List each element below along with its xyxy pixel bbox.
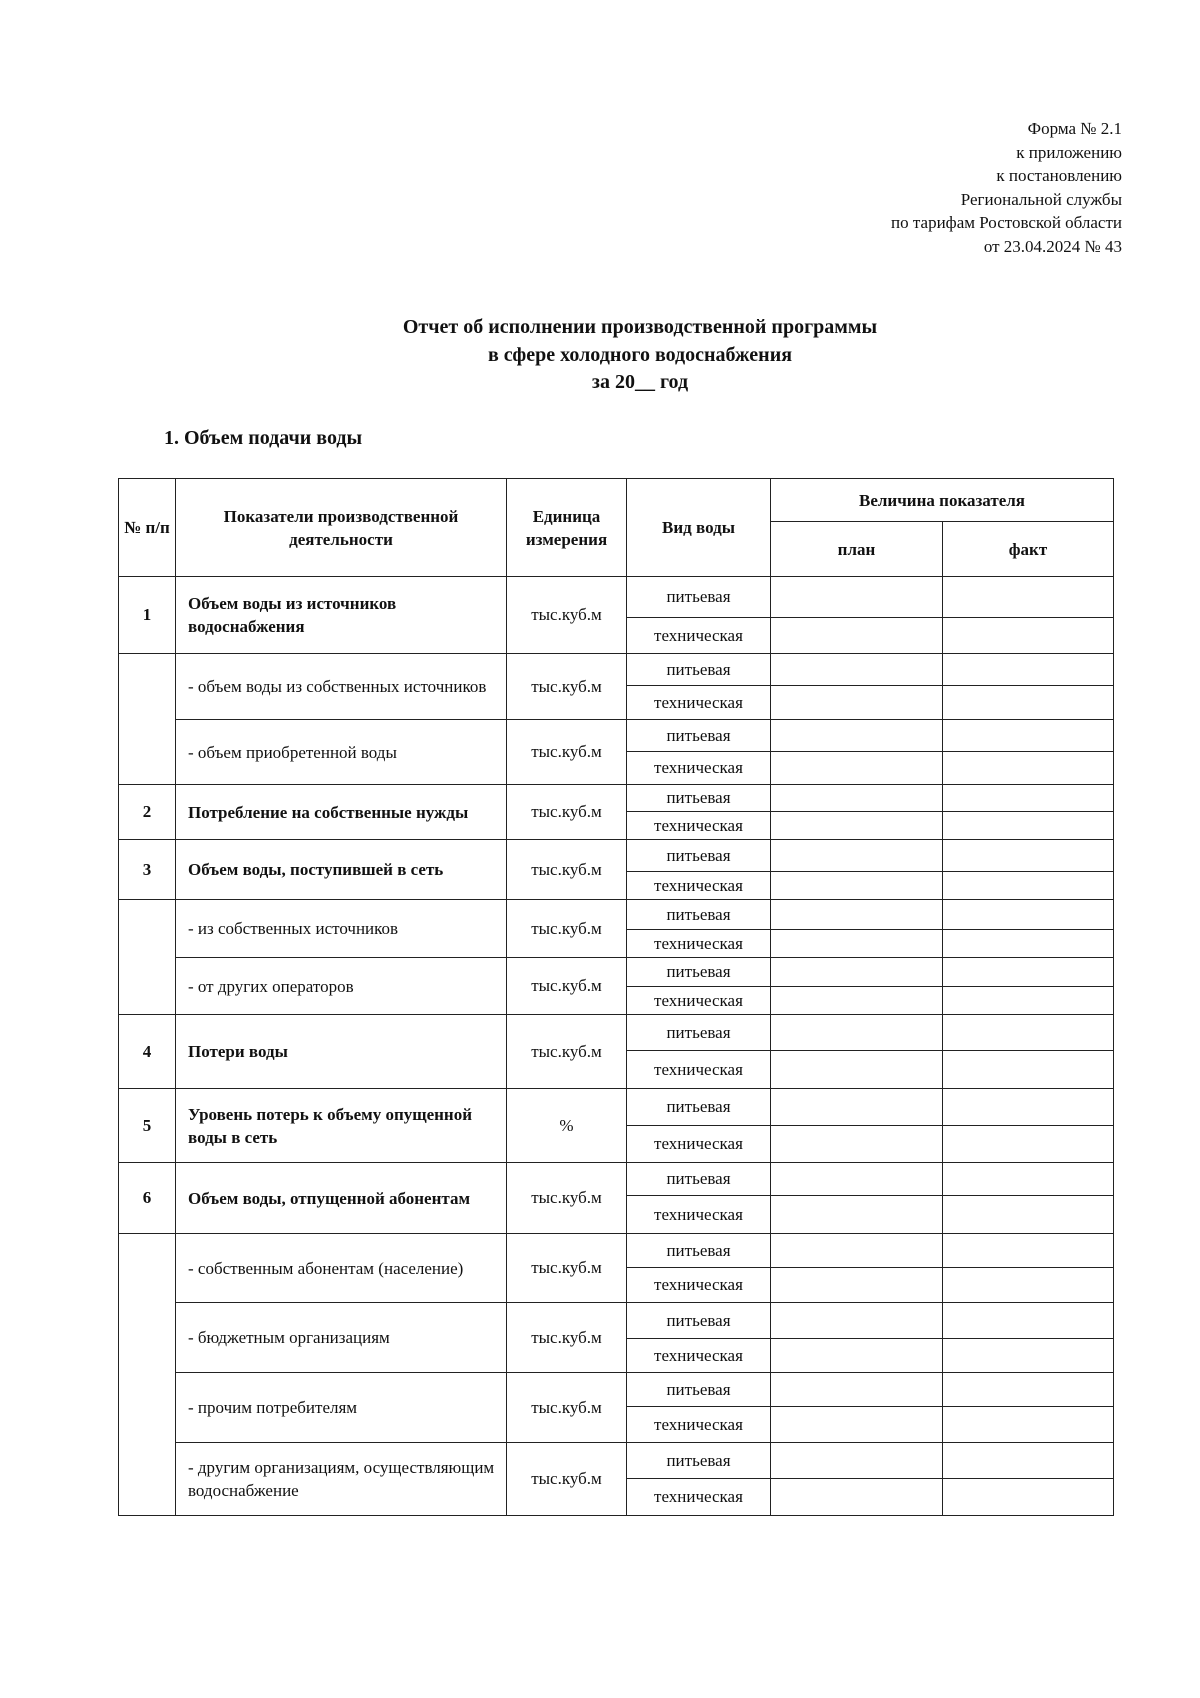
water-type-cell: питьевая bbox=[627, 785, 771, 812]
unit-cell: тыс.куб.м bbox=[507, 1373, 627, 1443]
plan-value-cell[interactable] bbox=[771, 1126, 943, 1163]
water-type-cell: техническая bbox=[627, 1339, 771, 1373]
row-number bbox=[119, 654, 176, 785]
header-line: Форма № 2.1 bbox=[1027, 119, 1122, 138]
fact-value-cell[interactable] bbox=[943, 900, 1114, 930]
water-type-cell: техническая bbox=[627, 618, 771, 654]
plan-value-cell[interactable] bbox=[771, 900, 943, 930]
indicator-label: Потребление на собственные нужды bbox=[176, 785, 507, 840]
header-line: от 23.04.2024 № 43 bbox=[983, 236, 1122, 256]
plan-value-cell[interactable] bbox=[771, 654, 943, 686]
plan-value-cell[interactable] bbox=[771, 618, 943, 654]
unit-cell: % bbox=[507, 1089, 627, 1163]
water-type-cell: техническая bbox=[627, 686, 771, 720]
indicator-label: - из собственных источников bbox=[176, 900, 507, 958]
unit-cell: тыс.куб.м bbox=[507, 785, 627, 840]
plan-value-cell[interactable] bbox=[771, 1339, 943, 1373]
water-type-cell: техническая bbox=[627, 812, 771, 840]
table-row bbox=[119, 840, 1114, 872]
table-row bbox=[119, 1443, 1114, 1479]
form-header bbox=[891, 117, 1122, 258]
table-row bbox=[119, 1234, 1114, 1268]
unit-cell: тыс.куб.м bbox=[507, 1015, 627, 1089]
plan-value-cell[interactable] bbox=[771, 1268, 943, 1303]
header-plan: план bbox=[771, 522, 943, 577]
plan-value-cell[interactable] bbox=[771, 958, 943, 987]
title-line: Отчет об исполнении производственной программы bbox=[402, 316, 878, 338]
unit-cell: тыс.куб.м bbox=[507, 1303, 627, 1373]
indicator-label: - объем воды из собственных источников bbox=[176, 654, 507, 720]
fact-value-cell[interactable] bbox=[943, 1443, 1114, 1479]
document-title bbox=[0, 314, 1200, 397]
water-type-cell: питьевая bbox=[627, 900, 771, 930]
water-type-cell: техническая bbox=[627, 1051, 771, 1089]
plan-value-cell[interactable] bbox=[771, 1089, 943, 1126]
plan-value-cell[interactable] bbox=[771, 752, 943, 785]
water-type-cell: техническая bbox=[627, 1268, 771, 1303]
water-type-cell: техническая bbox=[627, 930, 771, 958]
water-type-cell: питьевая bbox=[627, 1373, 771, 1407]
water-type-cell: техническая bbox=[627, 987, 771, 1015]
fact-value-cell[interactable] bbox=[943, 1126, 1114, 1163]
report-table bbox=[118, 478, 1114, 1516]
plan-value-cell[interactable] bbox=[771, 1303, 943, 1339]
water-type-cell: техническая bbox=[627, 1196, 771, 1234]
table-row bbox=[119, 958, 1114, 987]
indicator-label: Объем воды, отпущенной абонентам bbox=[176, 1163, 507, 1234]
fact-value-cell[interactable] bbox=[943, 1303, 1114, 1339]
table-row bbox=[119, 1373, 1114, 1407]
plan-value-cell[interactable] bbox=[771, 1234, 943, 1268]
plan-value-cell[interactable] bbox=[771, 812, 943, 840]
unit-cell: тыс.куб.м bbox=[507, 1443, 627, 1516]
water-type-cell: питьевая bbox=[627, 1234, 771, 1268]
water-type-cell: питьевая bbox=[627, 1163, 771, 1196]
row-number: 2 bbox=[119, 785, 176, 840]
water-type-cell: техническая bbox=[627, 752, 771, 785]
fact-value-cell[interactable] bbox=[943, 785, 1114, 812]
plan-value-cell[interactable] bbox=[771, 686, 943, 720]
row-number bbox=[119, 1234, 176, 1516]
unit-cell: тыс.куб.м bbox=[507, 958, 627, 1015]
table-row bbox=[119, 577, 1114, 618]
fact-value-cell[interactable] bbox=[943, 1339, 1114, 1373]
water-type-cell: питьевая bbox=[627, 840, 771, 872]
indicator-label: Потери воды bbox=[176, 1015, 507, 1089]
fact-value-cell[interactable] bbox=[943, 1196, 1114, 1234]
fact-value-cell[interactable] bbox=[943, 1051, 1114, 1089]
plan-value-cell[interactable] bbox=[771, 1373, 943, 1407]
fact-value-cell[interactable] bbox=[943, 1407, 1114, 1443]
fact-value-cell[interactable] bbox=[943, 1479, 1114, 1516]
fact-value-cell[interactable] bbox=[943, 752, 1114, 785]
fact-value-cell[interactable] bbox=[943, 686, 1114, 720]
fact-value-cell[interactable] bbox=[943, 1163, 1114, 1196]
plan-value-cell[interactable] bbox=[771, 1407, 943, 1443]
unit-cell: тыс.куб.м bbox=[507, 577, 627, 654]
water-type-cell: питьевая bbox=[627, 1443, 771, 1479]
indicator-label: - собственным абонентам (население) bbox=[176, 1234, 507, 1303]
indicator-label: Объем воды, поступившей в сеть bbox=[176, 840, 507, 900]
fact-value-cell[interactable] bbox=[943, 872, 1114, 900]
water-type-cell: питьевая bbox=[627, 654, 771, 686]
row-number: 4 bbox=[119, 1015, 176, 1089]
fact-value-cell[interactable] bbox=[943, 987, 1114, 1015]
water-type-cell: питьевая bbox=[627, 577, 771, 618]
water-type-cell: питьевая bbox=[627, 1089, 771, 1126]
indicator-label: Объем воды из источников водоснабжения bbox=[176, 577, 507, 654]
table-row bbox=[119, 900, 1114, 930]
water-type-cell: техническая bbox=[627, 1126, 771, 1163]
title-line: за 20__ год bbox=[591, 371, 689, 393]
row-number: 1 bbox=[119, 577, 176, 654]
plan-value-cell[interactable] bbox=[771, 840, 943, 872]
plan-value-cell[interactable] bbox=[771, 577, 943, 618]
indicator-label: - прочим потребителям bbox=[176, 1373, 507, 1443]
plan-value-cell[interactable] bbox=[771, 1443, 943, 1479]
fact-value-cell[interactable] bbox=[943, 1015, 1114, 1051]
fact-value-cell[interactable] bbox=[943, 840, 1114, 872]
header-fact: факт bbox=[943, 522, 1114, 577]
unit-cell: тыс.куб.м bbox=[507, 1234, 627, 1303]
unit-cell: тыс.куб.м bbox=[507, 654, 627, 720]
water-type-cell: техническая bbox=[627, 872, 771, 900]
fact-value-cell[interactable] bbox=[943, 577, 1114, 618]
plan-value-cell[interactable] bbox=[771, 872, 943, 900]
header-line: к постановлению bbox=[996, 166, 1122, 185]
fact-value-cell[interactable] bbox=[943, 1268, 1114, 1303]
fact-value-cell[interactable] bbox=[943, 812, 1114, 840]
plan-value-cell[interactable] bbox=[771, 785, 943, 812]
header-water-type: Вид воды bbox=[627, 479, 771, 577]
unit-cell: тыс.куб.м bbox=[507, 840, 627, 900]
header-indicator: Показатели производственной деятельности bbox=[176, 479, 507, 577]
plan-value-cell[interactable] bbox=[771, 1051, 943, 1089]
table-row bbox=[119, 1089, 1114, 1126]
water-type-cell: питьевая bbox=[627, 958, 771, 987]
header-line: к приложению bbox=[1016, 142, 1122, 162]
unit-cell: тыс.куб.м bbox=[507, 720, 627, 785]
plan-value-cell[interactable] bbox=[771, 1015, 943, 1051]
plan-value-cell[interactable] bbox=[771, 987, 943, 1015]
table-row bbox=[119, 1303, 1114, 1339]
water-type-cell: питьевая bbox=[627, 1015, 771, 1051]
header-line: по тарифам Ростовской области bbox=[891, 213, 1122, 232]
plan-value-cell[interactable] bbox=[771, 720, 943, 752]
header-value: Величина показателя bbox=[771, 479, 1114, 522]
table-row bbox=[119, 720, 1114, 752]
unit-cell: тыс.куб.м bbox=[507, 1163, 627, 1234]
row-number: 5 bbox=[119, 1089, 176, 1163]
section-title: 1. Объем подачи воды bbox=[164, 427, 363, 449]
fact-value-cell[interactable] bbox=[943, 1234, 1114, 1268]
table-row bbox=[119, 654, 1114, 686]
fact-value-cell[interactable] bbox=[943, 930, 1114, 958]
table-row bbox=[119, 1015, 1114, 1051]
fact-value-cell[interactable] bbox=[943, 1089, 1114, 1126]
water-type-cell: питьевая bbox=[627, 1303, 771, 1339]
fact-value-cell[interactable] bbox=[943, 654, 1114, 686]
header-unit: Единица измерения bbox=[507, 479, 627, 577]
fact-value-cell[interactable] bbox=[943, 958, 1114, 987]
row-number bbox=[119, 900, 176, 1015]
plan-value-cell[interactable] bbox=[771, 1163, 943, 1196]
plan-value-cell[interactable] bbox=[771, 1196, 943, 1234]
water-type-cell: техническая bbox=[627, 1479, 771, 1516]
unit-cell: тыс.куб.м bbox=[507, 900, 627, 958]
row-number: 3 bbox=[119, 840, 176, 900]
header-line: Региональной службы bbox=[960, 189, 1122, 209]
indicator-label: - от других операторов bbox=[176, 958, 507, 1015]
indicator-label: - объем приобретенной воды bbox=[176, 720, 507, 785]
plan-value-cell[interactable] bbox=[771, 930, 943, 958]
indicator-label: Уровень потерь к объему опущенной воды в сеть bbox=[176, 1089, 507, 1163]
header-num: № п/п bbox=[119, 479, 176, 577]
fact-value-cell[interactable] bbox=[943, 720, 1114, 752]
water-type-cell: питьевая bbox=[627, 720, 771, 752]
row-number: 6 bbox=[119, 1163, 176, 1234]
indicator-label: - другим организациям, осуществляющим водоснабжение bbox=[176, 1443, 507, 1516]
indicator-label: - бюджетным организациям bbox=[176, 1303, 507, 1373]
fact-value-cell[interactable] bbox=[943, 618, 1114, 654]
table-row bbox=[119, 1163, 1114, 1196]
fact-value-cell[interactable] bbox=[943, 1373, 1114, 1407]
water-type-cell: техническая bbox=[627, 1407, 771, 1443]
plan-value-cell[interactable] bbox=[771, 1479, 943, 1516]
title-line: в сфере холодного водоснабжения bbox=[487, 343, 793, 366]
table-row bbox=[119, 785, 1114, 812]
